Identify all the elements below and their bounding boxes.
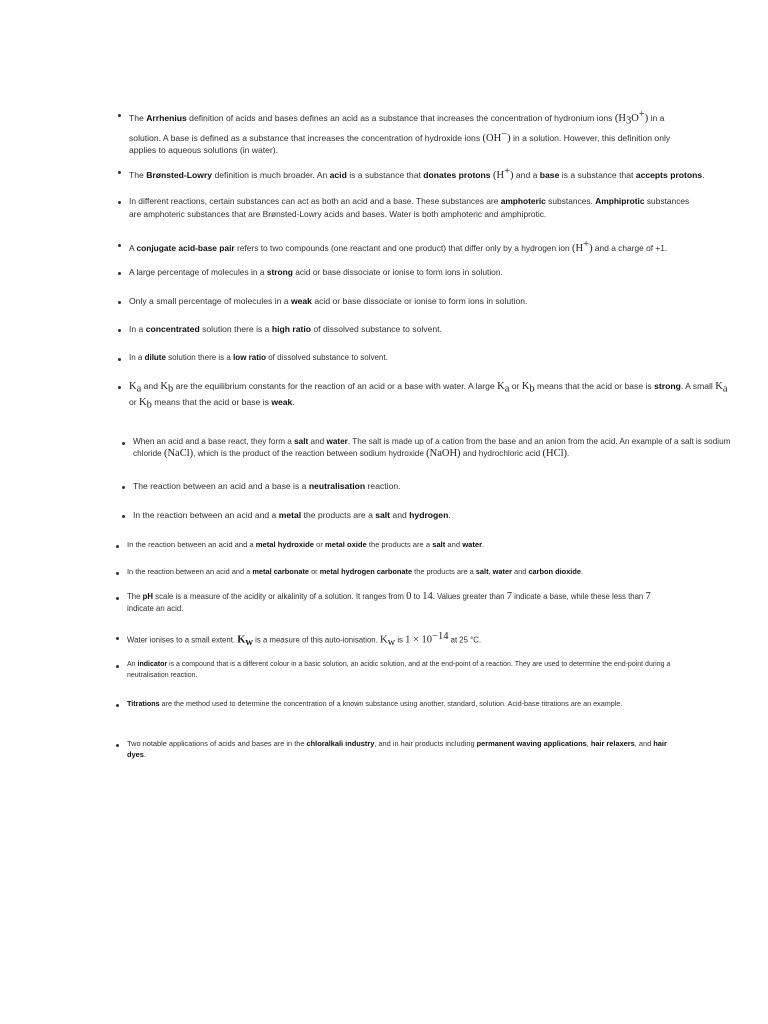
bold-term: water bbox=[462, 540, 483, 549]
math-term: (H bbox=[572, 242, 584, 254]
math-term: (NaCl) bbox=[163, 448, 194, 459]
bold-term: metal hydrogen carbonate bbox=[319, 567, 413, 576]
text-run: . bbox=[702, 169, 705, 180]
text-run: of dissolved substance to solvent. bbox=[265, 353, 388, 362]
list-item bbox=[116, 659, 676, 681]
math-term: a bbox=[722, 383, 728, 395]
text-run: , and bbox=[634, 739, 654, 748]
text-run: definition is much broader. An bbox=[212, 169, 330, 180]
text-run: Only a small percentage of molecules in a bbox=[129, 296, 291, 306]
math-term: K bbox=[139, 396, 147, 408]
math-term: K bbox=[497, 381, 505, 392]
bullet-icon bbox=[118, 301, 121, 304]
text-run: are the equilibrium constants for the reaction of an acid or a base with water. A large bbox=[173, 381, 498, 391]
list-item bbox=[116, 539, 716, 550]
bullet-text bbox=[127, 591, 664, 615]
bullet-icon bbox=[118, 272, 121, 275]
math-term: 14 bbox=[422, 591, 433, 602]
bullet-text bbox=[127, 539, 484, 550]
list-item bbox=[118, 380, 728, 411]
bullet-icon bbox=[122, 515, 125, 518]
text-run: In the reaction between an acid and a bbox=[127, 567, 253, 576]
bold-term: Brønsted-Lowry bbox=[146, 169, 213, 180]
math-term: ) bbox=[507, 132, 511, 144]
text-run: acid or base dissociate or ionise to form ions in solution. bbox=[292, 267, 503, 277]
bullet-text bbox=[129, 108, 678, 157]
bullet-text bbox=[127, 631, 481, 649]
text-run: acid or base dissociate or ionise to form ions in solution. bbox=[311, 296, 528, 306]
text-run: and a charge of +1. bbox=[592, 242, 668, 253]
bullet-icon bbox=[118, 201, 121, 204]
bullet-icon bbox=[118, 171, 121, 174]
bullet-text bbox=[129, 195, 698, 221]
text-run: , which is the product of the reaction between sodium hydroxide bbox=[193, 449, 427, 458]
list-item bbox=[116, 698, 676, 709]
text-run: , and in hair products including bbox=[374, 739, 477, 748]
math-term: ) bbox=[644, 112, 649, 124]
bullet-icon bbox=[118, 386, 121, 389]
bold-term: base bbox=[539, 169, 560, 180]
text-run: the products are a bbox=[412, 567, 476, 576]
bold-term: indicator bbox=[137, 661, 168, 668]
list-item bbox=[118, 295, 718, 308]
text-run: , bbox=[586, 739, 591, 748]
text-run: indicate an acid. bbox=[127, 604, 184, 613]
text-run: . bbox=[292, 396, 295, 407]
bullet-text bbox=[129, 352, 388, 364]
bold-term: acid bbox=[329, 169, 347, 180]
text-run: . A small bbox=[680, 381, 716, 391]
list-item bbox=[116, 631, 716, 649]
text-run: definition of acids and bases defines an acid as a substance that increases the concentration of hydronium ions bbox=[186, 112, 615, 123]
text-run: or bbox=[309, 567, 320, 576]
bold-term: weak bbox=[290, 296, 312, 306]
list-item bbox=[118, 165, 738, 182]
math-term: ) bbox=[589, 242, 593, 254]
list-item bbox=[118, 108, 678, 157]
math-term: (H bbox=[614, 112, 626, 124]
bullet-text bbox=[133, 509, 451, 522]
text-run: refers to two compounds (one reactant and one product) that differ only by a hydrogen ion bbox=[234, 242, 573, 253]
bold-term: salt bbox=[475, 567, 489, 576]
text-run: solution there is a bbox=[199, 324, 272, 334]
text-run: The reaction between an acid and a base is a bbox=[133, 481, 309, 491]
text-run: is a substance that bbox=[346, 169, 424, 180]
text-run: . Values greater than bbox=[432, 592, 507, 601]
bullet-text bbox=[127, 566, 583, 577]
text-run: In the reaction between an acid and a bbox=[127, 540, 256, 549]
math-term: (H bbox=[492, 169, 505, 181]
bullet-text bbox=[129, 380, 728, 411]
text-run: scale is a measure of the acidity or alkalinity of a solution. It ranges from bbox=[153, 592, 407, 601]
bold-term: concentrated bbox=[145, 324, 200, 334]
bullet-icon bbox=[118, 244, 121, 247]
text-run: In the reaction between an acid and a bbox=[133, 510, 279, 520]
text-run: When an acid and a base react, they form a bbox=[133, 437, 295, 446]
text-run: Two notable applications of acids and bases are in the bbox=[127, 739, 307, 748]
text-run: In different reactions, certain substances can act as both an acid and a base. These substances are bbox=[129, 196, 501, 206]
math-term: O bbox=[631, 112, 639, 124]
list-item bbox=[122, 480, 722, 493]
bold-term: metal bbox=[278, 510, 302, 520]
math-term: w bbox=[245, 637, 253, 649]
bullet-icon bbox=[116, 597, 119, 600]
text-run: The bbox=[127, 592, 143, 601]
bold-term: water bbox=[326, 437, 348, 446]
text-run: . bbox=[448, 510, 451, 520]
bullet-icon bbox=[122, 442, 125, 445]
text-run: and bbox=[141, 381, 161, 391]
bold-term: carbon dioxide bbox=[528, 567, 581, 576]
bold-term: accepts protons bbox=[635, 169, 703, 180]
bold-term: salt bbox=[375, 510, 391, 520]
bold-term: conjugate acid-base pair bbox=[136, 242, 235, 253]
bold-term: weak bbox=[271, 396, 293, 407]
bold-term: dilute bbox=[144, 353, 166, 362]
math-term: b bbox=[146, 399, 152, 411]
text-run: or bbox=[509, 381, 522, 391]
bullet-icon bbox=[116, 572, 119, 575]
text-run: . bbox=[482, 540, 485, 549]
bold-term: donates protons bbox=[423, 169, 491, 180]
text-run: , bbox=[488, 567, 493, 576]
bullet-text bbox=[129, 295, 527, 308]
bold-term: chloralkali industry bbox=[306, 739, 375, 748]
bullet-text bbox=[129, 323, 442, 336]
math-term: w bbox=[387, 637, 396, 649]
math-term: 1 × 10 bbox=[405, 634, 433, 646]
bold-term: permanent waving applications bbox=[476, 739, 587, 748]
text-run: in a solution. A base is defined as a substance that increases the concentration of hydroxide ions bbox=[129, 112, 665, 143]
bold-term: Amphiprotic bbox=[595, 196, 645, 206]
math-term: 3 bbox=[625, 115, 632, 127]
text-run: . bbox=[143, 750, 146, 759]
math-term: K bbox=[160, 381, 168, 392]
text-run: in a solution. However, this definition only applies to aqueous solutions (in water). bbox=[129, 132, 671, 156]
list-item bbox=[116, 591, 664, 615]
text-run: is a substance that bbox=[559, 169, 636, 180]
text-run: is a compound that is a different colour in a basic solution, an acidic solution, and at the end-point of a reaction. They are used to determine the end-point during a neutralisation reaction. bbox=[127, 661, 671, 679]
bullet-icon bbox=[116, 637, 119, 640]
math-term: + bbox=[504, 166, 510, 177]
text-run: and bbox=[308, 437, 327, 446]
text-run: solution there is a bbox=[165, 353, 234, 362]
math-term: + bbox=[638, 109, 645, 120]
math-term: (OH bbox=[482, 132, 502, 144]
text-run: The bbox=[129, 112, 147, 123]
math-term: K bbox=[237, 634, 246, 646]
bullet-text bbox=[133, 480, 401, 493]
math-term: b bbox=[167, 383, 174, 395]
math-term: a bbox=[136, 383, 142, 395]
bold-term: strong bbox=[654, 381, 681, 391]
text-run: An bbox=[127, 661, 138, 668]
text-run: and hydrochloric acid bbox=[460, 449, 543, 458]
math-term: (HCl) bbox=[542, 448, 567, 459]
text-run: is bbox=[395, 635, 406, 645]
list-item bbox=[118, 238, 718, 255]
bold-term: water bbox=[492, 567, 512, 576]
math-term: + bbox=[583, 239, 590, 250]
list-item bbox=[116, 566, 716, 577]
bold-term: metal oxide bbox=[325, 540, 367, 549]
list-item bbox=[122, 436, 738, 460]
math-term: ) bbox=[510, 169, 514, 181]
text-run: indicate a base, while these less than bbox=[511, 592, 646, 601]
bold-term: neutralisation bbox=[308, 481, 366, 491]
text-run: reaction. bbox=[365, 481, 401, 491]
math-term: − bbox=[501, 128, 508, 140]
list-item bbox=[122, 509, 722, 522]
text-run: Water ionises to a small extent. bbox=[127, 635, 238, 645]
text-run: of dissolved substance to solvent. bbox=[311, 324, 442, 334]
text-run: are the method used to determine the concentration of a known substance using another, standard, solution. Acid-base titrations are an example. bbox=[159, 699, 623, 708]
text-run: . bbox=[581, 567, 584, 576]
math-term: 0 bbox=[406, 591, 412, 602]
bullet-icon bbox=[122, 486, 125, 489]
text-run: is a measure of this auto-ionisation. bbox=[252, 635, 380, 645]
bold-term: hair dyes bbox=[127, 739, 667, 759]
text-run: The bbox=[129, 169, 147, 180]
math-term: K bbox=[129, 381, 137, 392]
text-run: means that the acid or base is bbox=[151, 396, 272, 407]
bullet-icon bbox=[116, 704, 119, 707]
bullet-text bbox=[133, 436, 738, 460]
math-term: −14 bbox=[432, 631, 449, 642]
bullet-icon bbox=[118, 358, 121, 361]
text-run: . The salt is made up of a cation from the base and an anion from the acid. An example of a salt is sodium chloride bbox=[133, 437, 731, 458]
text-run: A large percentage of molecules in a bbox=[129, 267, 267, 277]
text-run: . bbox=[566, 449, 570, 458]
list-item bbox=[118, 323, 718, 336]
text-run: and bbox=[390, 510, 410, 520]
text-run: In a bbox=[129, 353, 145, 362]
bullet-text bbox=[127, 659, 676, 681]
bullet-icon bbox=[118, 329, 121, 332]
bold-term: high ratio bbox=[271, 324, 311, 334]
bold-term: low ratio bbox=[233, 353, 266, 362]
bullet-text bbox=[129, 266, 503, 279]
text-run: and bbox=[511, 567, 529, 576]
bullet-icon bbox=[116, 665, 119, 668]
bullet-text bbox=[127, 738, 676, 760]
text-run: substances. bbox=[545, 196, 596, 206]
text-run: at 25 °C. bbox=[448, 635, 482, 645]
math-term: b bbox=[529, 383, 535, 395]
math-term: K bbox=[715, 381, 723, 392]
bold-term: metal carbonate bbox=[252, 567, 310, 576]
text-run: A bbox=[129, 242, 137, 253]
list-item bbox=[118, 352, 718, 364]
math-term: K bbox=[521, 381, 530, 392]
bold-term: Titrations bbox=[127, 699, 160, 708]
text-run: or bbox=[129, 396, 140, 407]
list-item bbox=[116, 738, 676, 760]
math-term: a bbox=[504, 383, 510, 395]
text-run: or bbox=[314, 540, 325, 549]
text-run: the products are a bbox=[366, 540, 433, 549]
bold-term: hydrogen bbox=[409, 510, 449, 520]
text-run: In a bbox=[129, 324, 146, 334]
bullet-text bbox=[127, 698, 622, 709]
bullet-text bbox=[129, 238, 667, 255]
math-term: 7 bbox=[645, 591, 651, 602]
text-run: and a bbox=[513, 169, 540, 180]
math-term: 7 bbox=[506, 591, 512, 602]
text-run: to bbox=[411, 592, 423, 601]
list-item bbox=[118, 195, 698, 221]
bullet-text bbox=[129, 165, 705, 182]
bullet-icon bbox=[118, 114, 121, 117]
bold-term: hair relaxers bbox=[590, 739, 635, 748]
bold-term: strong bbox=[266, 267, 293, 277]
text-run: the products are a bbox=[301, 510, 376, 520]
bold-term: salt bbox=[432, 540, 446, 549]
text-run: and bbox=[445, 540, 463, 549]
text-run: means that the acid or base is bbox=[534, 381, 655, 391]
bold-term: amphoteric bbox=[500, 196, 546, 206]
list-item bbox=[118, 266, 718, 279]
bullet-icon bbox=[116, 744, 119, 747]
bold-term: Arrhenius bbox=[146, 112, 187, 123]
bold-term: salt bbox=[294, 437, 309, 446]
bullet-icon bbox=[116, 545, 119, 548]
bold-term: pH bbox=[142, 592, 154, 601]
text-run: substances are amphoteric substances that are Brønsted-Lowry acids and bases. Water is both amphoteric and amphiprotic. bbox=[129, 196, 690, 219]
bold-term: metal hydroxide bbox=[255, 540, 315, 549]
math-term: (NaOH) bbox=[426, 448, 461, 459]
math-term: K bbox=[379, 634, 388, 646]
